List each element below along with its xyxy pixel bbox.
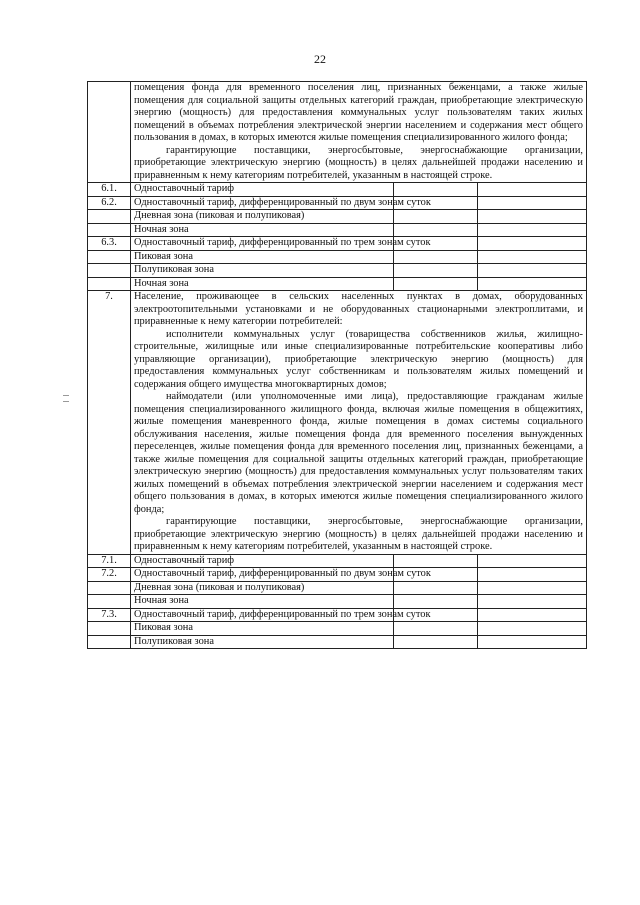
- value-cell: [394, 635, 478, 649]
- value-cell: [478, 264, 587, 278]
- tariff-row: [88, 210, 587, 224]
- page-number: 22: [314, 52, 326, 66]
- value-cell: [478, 210, 587, 224]
- tariff-row: [88, 277, 587, 291]
- tariff-row: [88, 223, 587, 237]
- tariff-row: [88, 635, 587, 649]
- category-row: [88, 82, 587, 183]
- row-number: [88, 264, 131, 278]
- tariff-row: [88, 237, 587, 251]
- tariff-row: [88, 183, 587, 197]
- value-cell: [394, 595, 478, 609]
- description-paragraph: гарантирующие поставщики, энергосбытовые, энергоснабжающие организации, приобретающие электрическую энергию (мощность) в целях дальнейшей продажи населению и приравненным к нему категориям потребителей, указанным в настоящей строке.: [134, 144, 583, 181]
- category-description: [131, 82, 587, 183]
- value-cell: [478, 183, 587, 197]
- description-paragraph: помещения фонда для временного поселения лиц, признанных беженцами, а также жилые помещения для социальной защиты отдельных категорий граждан, приобретающие электрическую энергию (мощность) для предоставления коммунальных услуг пользователям таких жилых помещений в объемах потребления электрической энергии населением и содержания мест общего пользования в домах, в которых имеются жилые помещения специализированного жилого фонда;: [134, 82, 583, 143]
- tariff-label: Одноставочный тариф: [131, 554, 394, 568]
- row-number: [88, 635, 131, 649]
- tariff-label: Ночная зона: [131, 223, 394, 237]
- tariff-label: Одноставочный тариф, дифференцированный по двум зонам суток: [131, 568, 394, 582]
- value-cell: [394, 277, 478, 291]
- value-cell: [478, 568, 587, 582]
- tariff-label: Полупиковая зона: [131, 264, 394, 278]
- row-number: 7.: [88, 291, 131, 555]
- description-paragraph: наймодатели (или уполномоченные ими лица), предоставляющие гражданам жилые помещения специализированного жилищного фонда, включая жилые помещения в общежитиях, жилые помещения маневренного фонда, жилые помещения в домах системы социального обслуживания населения, жилые помещения фонда для временного поселения вынужденных переселенцев, жилые помещения фонда для временного поселения лиц, признанных беженцами, а также жилые помещения для социальной защиты отдельных категорий граждан, приобретающие электрическую энергию (мощность) для предоставления коммунальных услуг пользователям таких жилых помещений в объемах потребления электрической энергии населением и содержания мест общего пользования в домах, в которых имеются жилые помещения специализированного жилого фонда;: [134, 391, 583, 515]
- tariff-row: [88, 568, 587, 582]
- row-number: [88, 210, 131, 224]
- value-cell: [478, 554, 587, 568]
- tariff-table: [87, 81, 587, 649]
- tariff-label: Полупиковая зона: [131, 635, 394, 649]
- description-paragraph: Население, проживающее в сельских населенных пунктах в домах, оборудованных электроотопительными установками и не оборудованных стационарными электроплитами, и приравненные к нему категории потребителей:: [134, 291, 583, 327]
- value-cell: [478, 622, 587, 636]
- tariff-row: [88, 581, 587, 595]
- value-cell: [478, 581, 587, 595]
- tariff-label: Одноставочный тариф, дифференцированный по двум зонам суток: [131, 196, 394, 210]
- row-number: 6.2.: [88, 196, 131, 210]
- tariff-row: [88, 250, 587, 264]
- row-number: [88, 595, 131, 609]
- description-paragraph: гарантирующие поставщики, энергосбытовые, энергоснабжающие организации, приобретающие электрическую энергию (мощность) в целях дальнейшей продажи населению и приравненным к нему категориям потребителей, указанным в настоящей строке.: [134, 516, 583, 552]
- value-cell: [478, 196, 587, 210]
- tariff-label: Одноставочный тариф, дифференцированный по трем зонам суток: [131, 237, 394, 251]
- value-cell: [478, 595, 587, 609]
- row-number: 7.1.: [88, 554, 131, 568]
- value-cell: [478, 223, 587, 237]
- value-cell: [478, 608, 587, 622]
- tariff-label: Дневная зона (пиковая и полупиковая): [131, 210, 394, 224]
- tariff-label: Ночная зона: [131, 595, 394, 609]
- value-cell: [394, 183, 478, 197]
- value-cell: [394, 554, 478, 568]
- row-number: 6.3.: [88, 237, 131, 251]
- row-number: 7.2.: [88, 568, 131, 582]
- tariff-row: [88, 264, 587, 278]
- value-cell: [394, 250, 478, 264]
- row-number: [88, 82, 131, 183]
- row-number: [88, 277, 131, 291]
- description-paragraph: исполнители коммунальных услуг (товарищества собственников жилья, жилищно-строительные, жилищные или иные специализированные потребительские кооперативы либо управляющие организации), приобретающие электрическую энергию (мощность) для предоставления коммунальных услуг собственникам и пользователям жилых помещений и содержания общего имущества многоквартирных домов;: [134, 328, 583, 390]
- tariff-label: Дневная зона (пиковая и полупиковая): [131, 581, 394, 595]
- value-cell: [478, 277, 587, 291]
- tariff-label: Пиковая зона: [131, 622, 394, 636]
- row-number: 7.3.: [88, 608, 131, 622]
- tariff-row: [88, 622, 587, 636]
- tariff-label: Одноставочный тариф, дифференцированный по трем зонам суток: [131, 608, 394, 622]
- value-cell: [394, 264, 478, 278]
- value-cell: [394, 210, 478, 224]
- tariff-row: [88, 196, 587, 210]
- tariff-row: [88, 554, 587, 568]
- row-number: [88, 622, 131, 636]
- tariff-row: [88, 595, 587, 609]
- tariff-label: Одноставочный тариф: [131, 183, 394, 197]
- margin-mark: [63, 395, 69, 396]
- row-number: 6.1.: [88, 183, 131, 197]
- category-description: [131, 291, 587, 555]
- tariff-label: Ночная зона: [131, 277, 394, 291]
- category-row: [88, 291, 587, 555]
- row-number: [88, 250, 131, 264]
- value-cell: [478, 250, 587, 264]
- row-number: [88, 223, 131, 237]
- tariff-row: [88, 608, 587, 622]
- value-cell: [394, 581, 478, 595]
- tariff-label: Пиковая зона: [131, 250, 394, 264]
- row-number: [88, 581, 131, 595]
- value-cell: [478, 635, 587, 649]
- margin-mark: [63, 401, 69, 402]
- value-cell: [478, 237, 587, 251]
- value-cell: [394, 223, 478, 237]
- value-cell: [394, 622, 478, 636]
